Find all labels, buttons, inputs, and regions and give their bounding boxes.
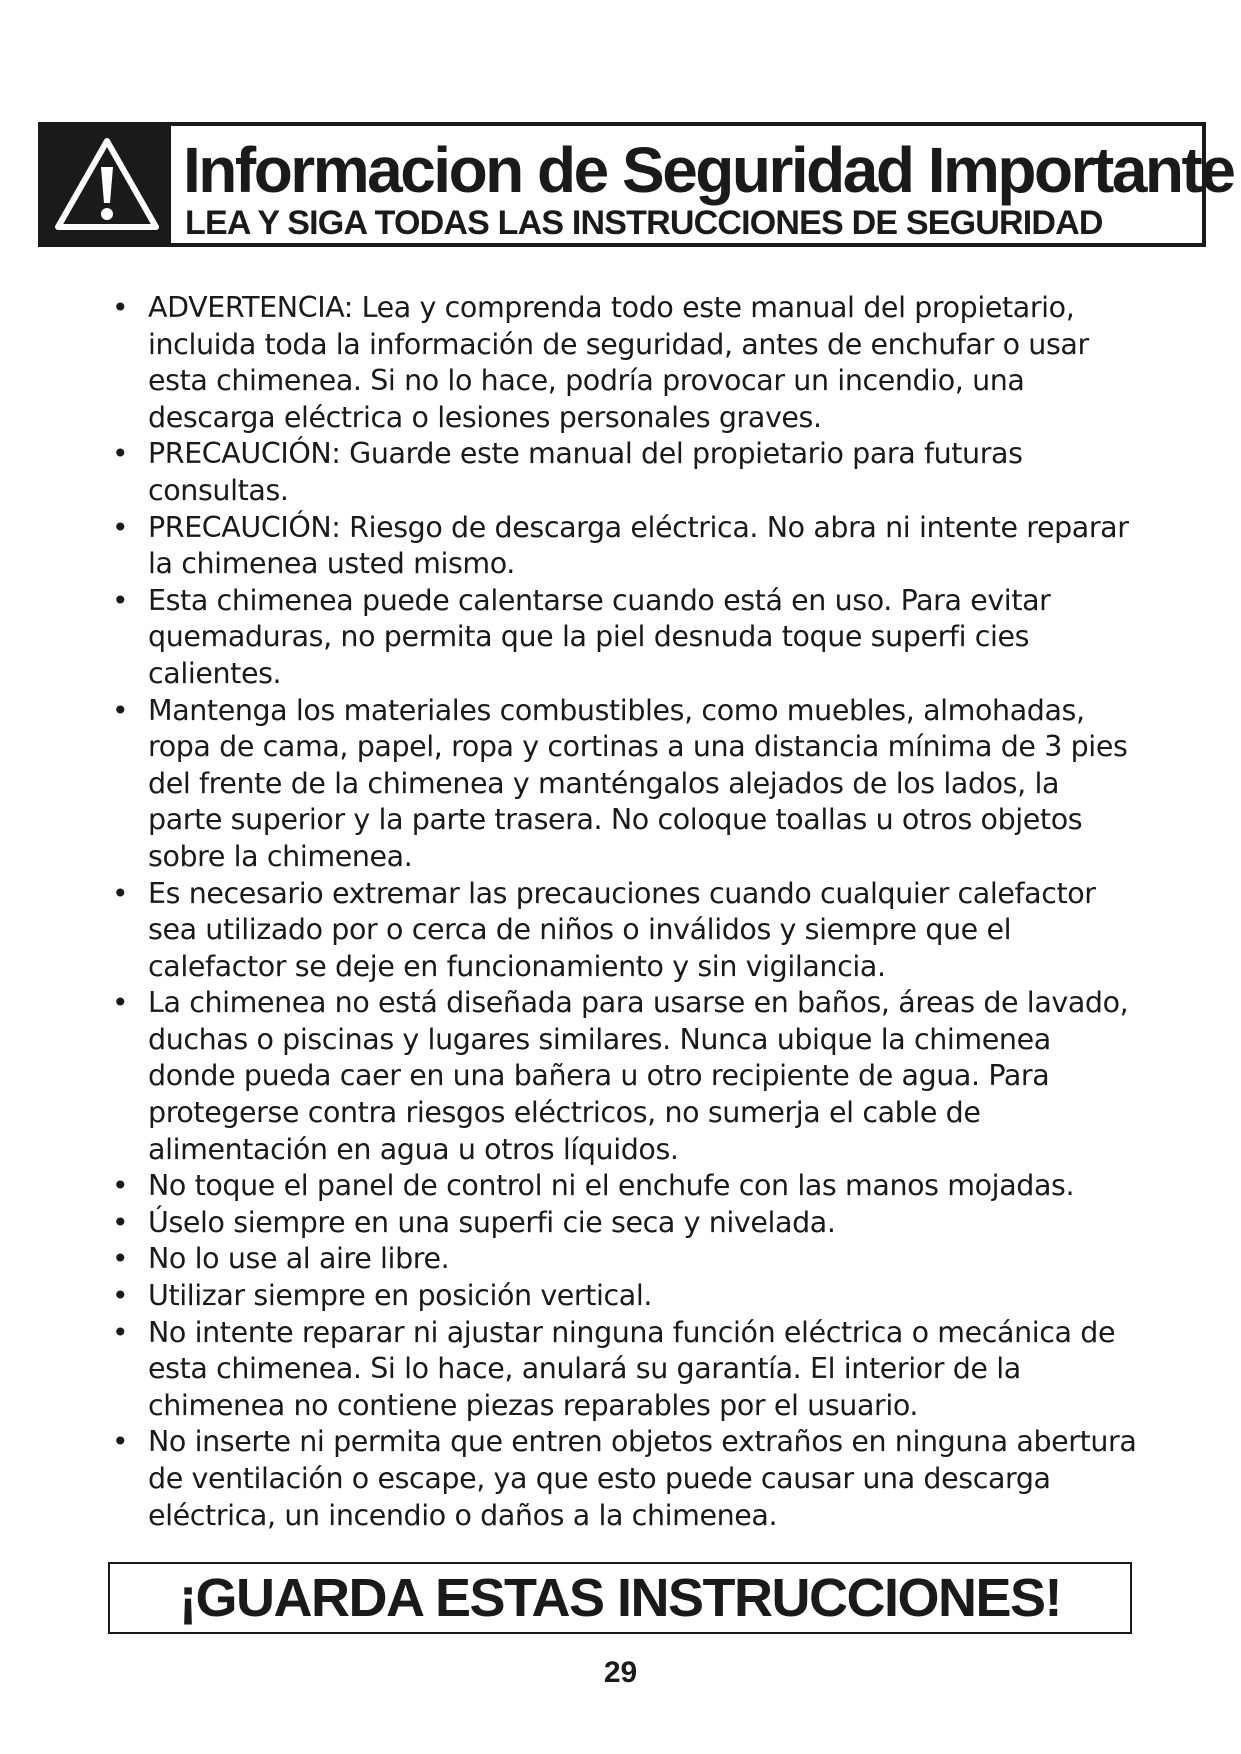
bullet-icon: • <box>112 693 129 727</box>
list-item <box>110 436 1140 509</box>
list-item-text: No inserte ni permita que entren objetos extraños en ninguna abertura de ventilación o escape, ya que esto puede causar una descarga eléctrica, un incendio o daños a la chimenea. <box>148 1425 1137 1532</box>
warning-triangle-icon <box>52 135 162 235</box>
list-item <box>110 583 1140 693</box>
bullet-icon: • <box>112 1279 129 1313</box>
list-item <box>110 876 1140 986</box>
list-item <box>110 1315 1140 1425</box>
bullet-icon: • <box>112 583 129 617</box>
list-item <box>110 1241 1140 1278</box>
page-title: Informacion de Seguridad Importante <box>183 134 1234 206</box>
bullet-icon: • <box>112 1425 129 1459</box>
bullet-icon: • <box>112 1205 129 1239</box>
list-item-text: No lo use al aire libre. <box>148 1242 450 1276</box>
warning-icon-box <box>42 126 171 243</box>
list-item <box>110 290 1140 436</box>
list-item <box>110 693 1140 876</box>
list-item-text: Esta chimenea puede calentarse cuando está en uso. Para evitar quemaduras, no permita que la piel desnuda toque superfi cies calientes. <box>148 583 1051 690</box>
list-item-text: Utilizar siempre en posición vertical. <box>148 1279 653 1313</box>
page-number: 29 <box>603 1656 638 1689</box>
bullet-icon: • <box>112 876 129 910</box>
list-item-text: PRECAUCIÓN: Guarde este manual del propietario para futuras consultas. <box>148 437 1023 507</box>
list-item <box>110 1424 1140 1534</box>
list-item-text: PRECAUCIÓN: Riesgo de descarga eléctrica. No abra ni intente reparar la chimenea usted mismo. <box>148 510 1129 581</box>
list-item-text: Úselo siempre en una superfi cie seca y nivelada. <box>148 1205 836 1239</box>
list-item <box>110 1205 1140 1242</box>
list-item-text: No intente reparar ni ajustar ninguna función eléctrica o mecánica de esta chimenea. Si lo hace, anulará su garantía. El interior de la chimenea no contiene piezas reparables por el usuario. <box>148 1315 1116 1422</box>
bullet-icon: • <box>112 986 129 1020</box>
bullet-icon: • <box>112 510 129 544</box>
save-instructions-banner <box>108 1562 1132 1634</box>
page-subtitle: LEA Y SIGA TODAS LAS INSTRUCCIONES DE SEGURIDAD <box>185 204 1103 242</box>
safety-instructions-list <box>110 290 1140 1534</box>
bullet-icon: • <box>112 1169 129 1203</box>
list-item-text: La chimenea no está diseñada para usarse en baños, áreas de lavado, duchas o piscinas y lugares similares. Nunca ubique la chimenea donde pueda caer en una bañera u otro recipiente de agua. Para protegerse contra riesgos eléctricos, no sumerja el cable de alimentación en agua u otros líquidos. <box>148 986 1129 1166</box>
list-item-text: No toque el panel de control ni el enchufe con las manos mojadas. <box>148 1169 1075 1203</box>
save-instructions-text: ¡GUARDA ESTAS INSTRUCCIONES! <box>178 1568 1061 1628</box>
header-text-area <box>171 126 1234 243</box>
safety-header <box>38 122 1234 247</box>
list-item-text: Es necesario extremar las precauciones cuando cualquier calefactor sea utilizado por o cerca de niños o inválidos y siempre que el calefactor se deje en funcionamiento y sin vigilancia. <box>148 876 1096 983</box>
list-item-text: ADVERTENCIA: Lea y comprenda todo este manual del propietario, incluida toda la información de seguridad, antes de enchufar o usar esta chimenea. Si no lo hace, podría provocar un incendio, una descarga eléctrica o lesiones personales graves. <box>148 291 1089 434</box>
bullet-icon: • <box>112 291 129 324</box>
bullet-icon: • <box>112 1315 129 1349</box>
list-item <box>110 985 1140 1168</box>
bullet-icon: • <box>112 1242 129 1276</box>
list-item-text: Mantenga los materiales combustibles, como muebles, almohadas, ropa de cama, papel, ropa y cortinas a una distancia mínima de 3 pies del frente de la chimenea y manténgalos alejados de los lados, la parte superior y la parte trasera. No coloque toallas u otros objetos sobre la chimenea. <box>148 693 1128 873</box>
bullet-icon: • <box>112 437 129 471</box>
list-item <box>110 1168 1140 1205</box>
list-item <box>110 1278 1140 1315</box>
list-item <box>110 510 1140 583</box>
